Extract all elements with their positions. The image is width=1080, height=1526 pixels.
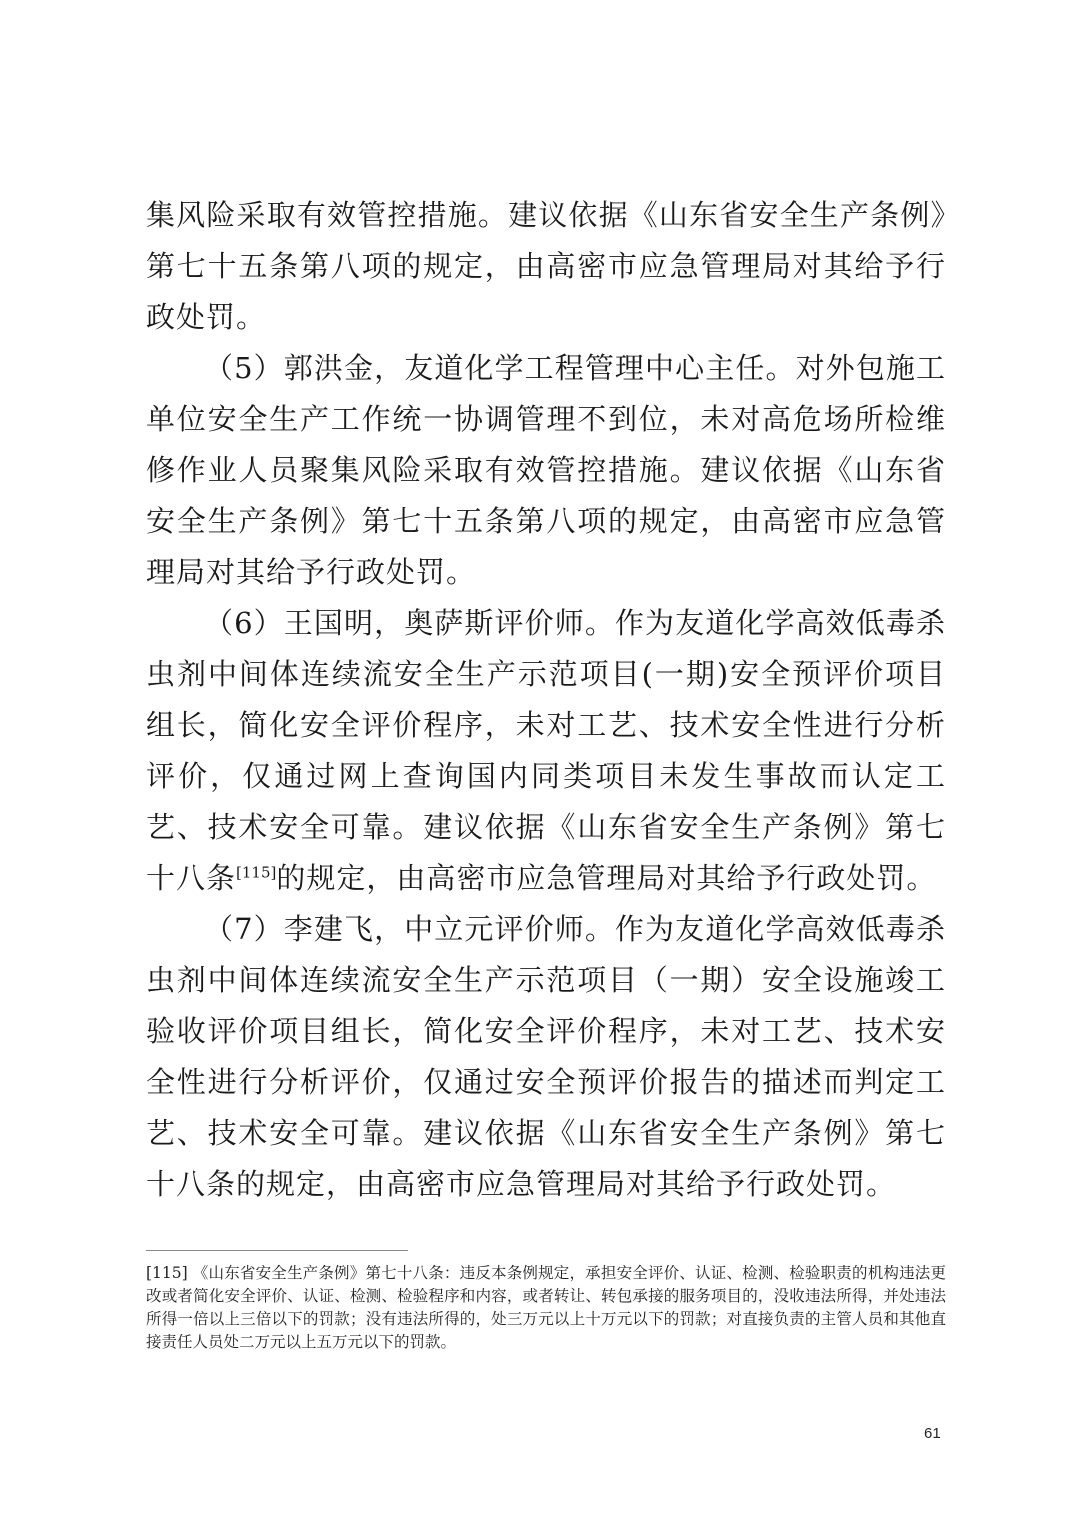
paragraph-item-6-text-a: （6）王国明，奥萨斯评价师。作为友道化学高效低毒杀虫剂中间体连续流安全生产示范项目(一期)安全预评价项目组长，简化安全评价程序，未对工艺、技术安全性进行分析评价，仅通过网上查询国内同类项目未发生事故而认定工艺、技术安全可靠。建议依据《山东省安全生产条例》第七十八条 — [146, 606, 946, 895]
paragraph-item-7-text: （7）李建飞，中立元评价师。作为友道化学高效低毒杀虫剂中间体连续流安全生产示范项目（一期）安全设施竣工验收评价项目组长，简化安全评价程序，未对工艺、技术安全性进行分析评价，仅通过安全预评价报告的描述而判定工艺、技术安全可靠。建议依据《山东省安全生产条例》第七十八条的规定，由高密市应急管理局对其给予行政处罚。 — [146, 912, 946, 1201]
footnote — [146, 1262, 946, 1354]
footnote-text: [115] 《山东省安全生产条例》第七十八条：违反本条例规定，承担安全评价、认证、检测、检验职责的机构违法更改或者简化安全评价、认证、检测、检验程序和内容，或者转让、转包承接的服务项目的，没收违法所得，并处违法所得一倍以上三倍以下的罚款；没有违法所得的，处三万元以上十万元以下的罚款；对直接负责的主管人员和其他直接责任人员处二万元以上五万元以下的罚款。 — [146, 1264, 946, 1351]
paragraph-continued-text: 集风险采取有效管控措施。建议依据《山东省安全生产条例》第七十五条第八项的规定，由高密市应急管理局对其给予行政处罚。 — [146, 198, 946, 334]
page-number: 61 — [924, 1425, 941, 1442]
paragraph-item-5 — [146, 343, 946, 598]
body-text — [146, 190, 946, 1210]
footnote-separator — [146, 1250, 408, 1251]
paragraph-item-5-text: （5）郭洪金，友道化学工程管理中心主任。对外包施工单位安全生产工作统一协调管理不到位，未对高危场所检维修作业人员聚集风险采取有效管控措施。建议依据《山东省安全生产条例》第七十五条第八项的规定，由高密市应急管理局对其给予行政处罚。 — [146, 351, 946, 589]
footnote-reference[interactable]: [115] — [236, 863, 277, 882]
paragraph-item-6 — [146, 598, 946, 904]
paragraph-item-6-text-b: 的规定，由高密市应急管理局对其给予行政处罚。 — [276, 861, 937, 895]
paragraph-item-7 — [146, 904, 946, 1210]
paragraph-continued — [146, 190, 946, 343]
